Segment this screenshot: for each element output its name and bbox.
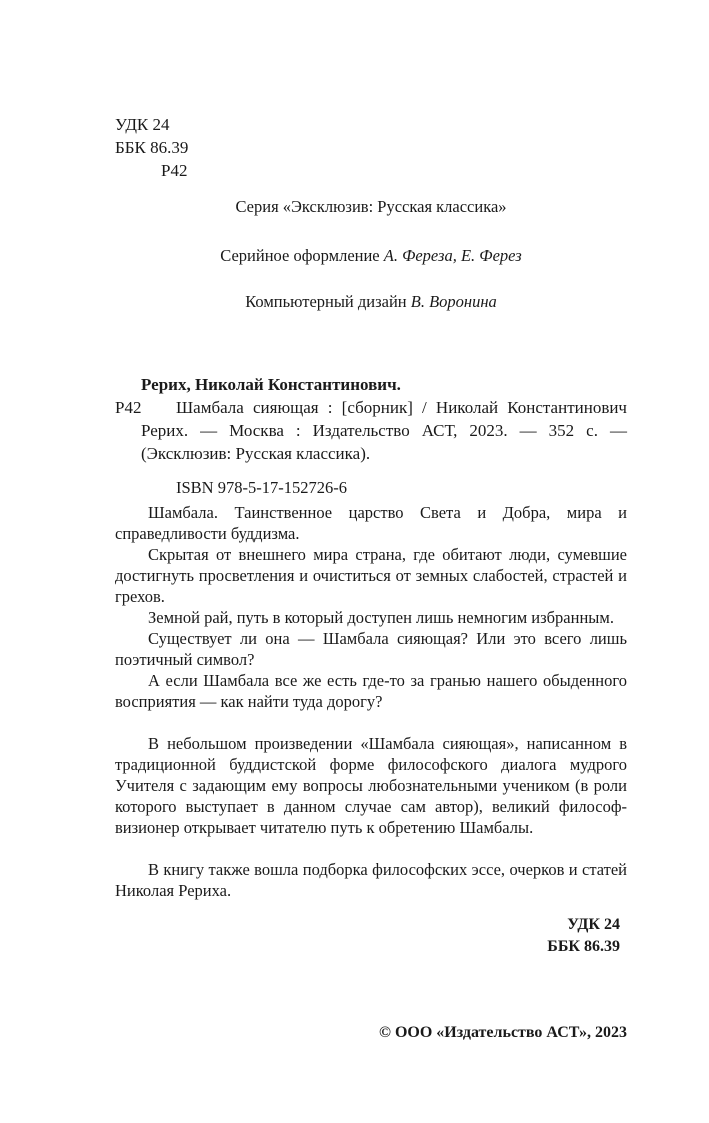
annotation-paragraph: В небольшом произведении «Шамбала сияющая», написанном в традиционной буддистской форме философского диалога мудрого Учителя с задающим ему вопросы любознательными учеником (в роли которого выступает в данном случае сам автор), великий философ-визионер открывает читателю путь к обретению Шамбалы. [115,734,627,837]
annotation-paragraph: Существует ли она — Шамбала сияющая? Или это всего лишь поэтичный символ? [115,629,627,669]
author-sign-code-entry: Р42 [115,398,142,417]
series-design-names: А. Фереза, Е. Ферез [383,246,522,265]
annotation-paragraph: В книгу также вошла подборка философских эссе, очерков и статей Николая Рериха. [115,860,627,900]
bbk-bottom: ББК 86.39 [547,938,620,955]
author-sign-code-top: Р42 [161,161,188,180]
catalog-author-heading: Рерих, Николай Константинович. [141,375,401,394]
udk-top: УДК 24 [115,115,170,134]
annotation-paragraph: Земной рай, путь в который доступен лишь немногим избранным. [148,608,614,627]
computer-design-credit [115,290,627,313]
annotation-paragraph: Шамбала. Таинственное царство Света и Добра, мира и справедливости буддизма. [115,503,627,543]
annotation-paragraph: А если Шамбала все же есть где-то за гранью нашего обыденного восприятия — как найти туда дорогу? [115,671,627,711]
computer-design-name: В. Воронина [410,292,497,311]
series-design-credit [115,244,627,267]
annotation-paragraph: Скрытая от внешнего мира страна, где обитают люди, сумевшие достигнуть просветления и очиститься от земных слабостей, страстей и грехов. [115,545,627,606]
classification-block-bottom [115,914,627,958]
computer-design-label: Компьютерный дизайн [245,292,411,311]
annotation-block [115,502,627,901]
series-design-label: Серийное оформление [220,246,384,265]
catalog-entry [115,396,627,465]
isbn-line: ISBN 978-5-17-152726-6 [176,478,347,497]
catalog-entry-text: Шамбала сияющая : [сборник] / Николай Константинович Рерих. — Москва : Издательство АСТ, 2023. — 352 с. — (Эксклюзив: Русская классика). [141,398,627,463]
copyright-line: © ООО «Издательство АСТ», 2023 [378,1024,627,1041]
series-title: Серия «Эксклюзив: Русская классика» [235,197,507,216]
classification-block-top [115,113,627,182]
bbk-top: ББК 86.39 [115,138,189,157]
udk-bottom: УДК 24 [567,916,620,933]
